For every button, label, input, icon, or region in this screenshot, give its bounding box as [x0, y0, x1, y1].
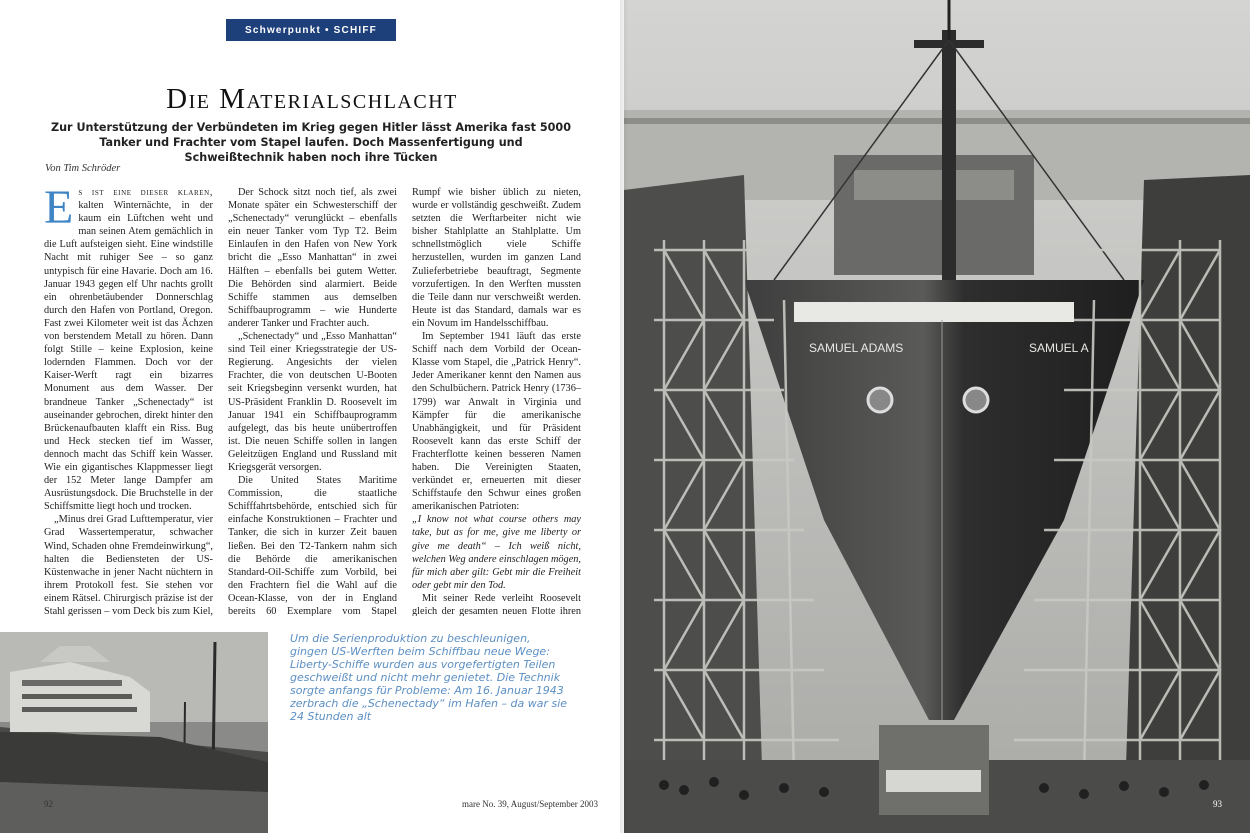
drop-cap: E: [44, 186, 74, 234]
section-tag: Schwerpunkt • SCHIFF: [226, 19, 396, 41]
paragraph: Mit seiner Rede verleiht Roosevelt gleich der gesamten neuen Flotte ihren: [412, 592, 581, 616]
quote: „I know not what course others may take, but as for me, give me liberty or give me death“ – Ich weiß nicht, welchen Weg andere einschlagen mögen, für mich aber gilt: Gebt mir die Freiheit oder gebt mir den Tod.: [412, 514, 581, 591]
liberty-ship-launch-photo: [624, 0, 1250, 833]
paragraph-text: kalten Winternächte, in der kaum ein Lüftchen weht und man seinen Atem gemächlich in die Luft aufsteigen sieht. Eine windstille Nacht mit ruhiger See – so ganz untypisch für eine Havarie. Doch am 16. Januar 1943 gegen elf Uhr nachts grollt ein ohrenbetäubender Donnerschlag durch den Hafen von Portland, Oregon. Fast zwei Kilometer weit ist das Ächzen von berstendem Metall zu hören. Dann folgt Stille – keine Explosion, keine lodernden Flammen. Doch vor der Kaiser-Werft ragt ein bizarres Monument aus dem Wasser. Der brandneue Tanker „Schenectady“ ist auseinander gebrochen, direkt hinter den Brückenaufbauten klafft ein Riss. Bug und Heck stecken tief im Wasser, dennoch macht das Schiff kein Wasser. Wie ein gigantisches Klappmesser liegt der 152 Meter lange Dampfer am Ausrüstungsdock. Die Bruchstelle in der Schiffsmitte liegt hoch und trocken.: [44, 200, 213, 513]
page-number-left: 92: [44, 799, 53, 809]
lead-in: s ist eine dieser klaren,: [78, 187, 213, 198]
byline: Von Tim Schröder: [45, 163, 121, 174]
paragraph: Der Schock sitzt noch tief, als zwei Monate später ein Schwesterschiff der „Schenectady“ verunglückt – ebenfalls ein neuer Tanker vom Typ T2. Beim Einlaufen in den Hafen von New York bricht die „Esso Manhattan“ in zwei Hälften – ebenfalls bei gutem Wetter. Die Behörden sind alarmiert. Beide Schiffe stammen aus demselben Schiffbauprogramm – wie Hunderte anderer Tanker und Frachter auch.: [228, 187, 397, 329]
left-page: [0, 0, 624, 833]
page-number-right: 93: [1213, 799, 1222, 809]
text-column-3: [412, 186, 581, 616]
ship-name-left: SAMUEL ADAMS: [809, 341, 904, 355]
issue-footer: mare No. 39, August/September 2003: [462, 799, 598, 809]
article-deck: Zur Unterstützung der Verbündeten im Krieg gegen Hitler lässt Amerika fast 5000 Tanker und Frachter vom Stapel laufen. Doch Massenfertigung und Schweißtechnik haben noch ihre Tücken: [50, 121, 571, 164]
broken-tanker-photo: [0, 632, 268, 833]
text-column-2: [228, 186, 397, 616]
article-title: Die Materialschlacht: [166, 83, 458, 115]
ship-name-right: SAMUEL A: [1029, 341, 1089, 355]
paragraph: Die United States Maritime Commission, die staatliche Schifffahrtsbehörde, entschied sich für einfache Konstruktionen – Frachter und Tanker, die sich in kurzer Zeit bauen ließen. Bei den T2-Tankern nahm sich die Behörde die amerikanischen Standard-Oil-Schiffe zum Vorbild, bei den Frachtern fiel die Wahl auf die Ocean-Klasse, von der in England bereits 60 Exemplare vom Stapel: [228, 475, 397, 616]
paragraph: [44, 186, 213, 513]
paragraph: Im September 1941 läuft das erste Schiff nach dem Vorbild der Ocean-Klasse vom Stapel, die „Patrick Henry“. Jeder Amerikaner kennt den Namen aus den Schulbüchern. Patrick Henry (1736–1799) war Anwalt in Virginia und Kämpfer für die amerikanische Unabhängigkeit, und für Präsident Roosevelt kann das erste Schiff der Frachterflotte keinen besseren Namen haben. Die Vereinigten Staaten, verkündet er, erneuerten mit dieser Schiffstaufe den Schwur eines großen amerikanischen Patrioten:: [412, 331, 581, 513]
photo-caption: Um die Serienproduktion zu beschleunigen, gingen US-Werften beim Schiffbau neue Wege: Liberty-Schiffe wurden aus vorgefertigten Teilen geschweißt und nicht mehr genietet. Die Technik sorgte anfangs für Probleme: Am 16. Januar 1943 zerbrach die „Schenectady“ im Hafen – da war sie 24 Stunden alt: [290, 632, 568, 723]
paragraph: „Minus drei Grad Lufttemperatur, vier Grad Wassertemperatur, schwacher Wind, Schaden ohne Fremdeinwirkung“, halten die Bediensteten der US-Küstenwache in jener Nacht nüchtern in ihrem Protokoll fest. Sie stehen vor einem Rätsel. Chirurgisch präzise ist der Stahl gerissen – vom Deck bis zum Kiel,: [44, 514, 213, 616]
text-column-1: [44, 186, 213, 616]
right-page: [624, 0, 1250, 833]
paragraph: „Schenectady“ und „Esso Manhattan“ sind Teil einer Kriegsstrategie der US-Regierung. Angesichts der vielen Frachter, die von deutschen U-Booten seit Kriegsbeginn versenkt wurden, hat US-Präsident Franklin D. Roosevelt im Januar 1941 ein Schiffbauprogramm aufgelegt, das bis heute unübertroffen ist. Die neuen Schiffe sollen in langen Geleitzügen England und Russland mit Kriegsgerät versorgen.: [228, 331, 397, 473]
paragraph: Rumpf wie bisher üblich zu nieten, wurde er vollständig geschweißt. Zudem setzten die Werftarbeiter nicht wie bisher Stahlplatte an Stahlplatte. Um schnellstmöglich viele Schiffe herzustellen, wurden im ganzen Land Zulieferbetriebe beauftragt, Segmente vorzufertigen. In den Werften mussten die Teile dann nur verschweißt werden. Heute ist das Standard, damals war es ein Novum im Handelsschiffbau.: [412, 187, 581, 329]
page-gutter: [620, 0, 628, 833]
